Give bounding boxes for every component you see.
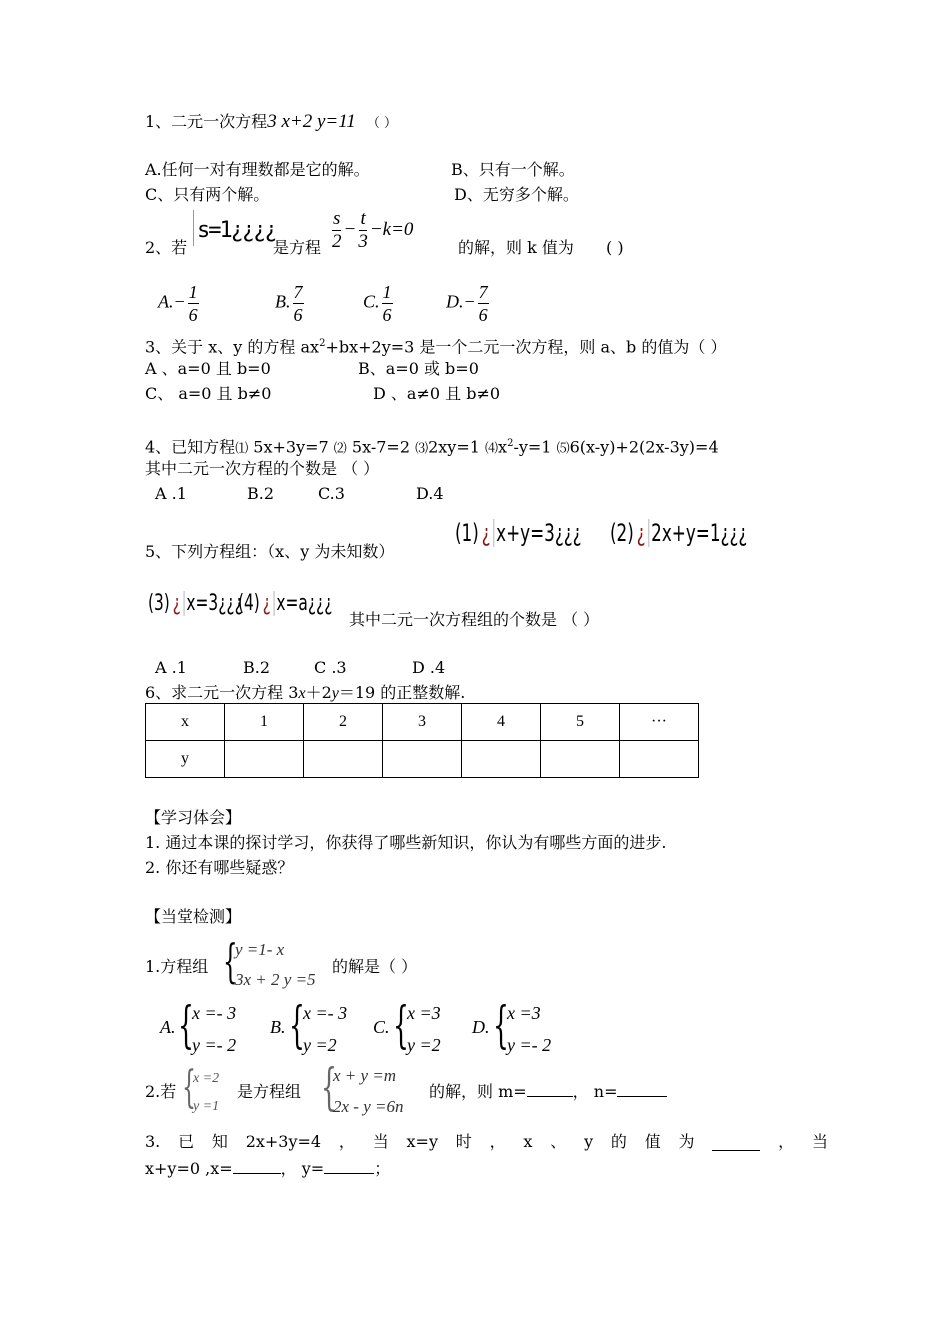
- study-item-2: 2. 你还有哪些疑惑？: [145, 858, 294, 877]
- q6-stem-b: ＋2: [305, 683, 332, 702]
- q2-option-b-num: 7: [293, 282, 303, 302]
- q3-option-c: C、 a=0 且 b≠0: [145, 384, 272, 403]
- q2-option-d-num: 7: [478, 282, 488, 302]
- q4-num-2: ⑵: [333, 441, 347, 457]
- q5-system-3: [148, 588, 243, 620]
- q4-line1: [145, 434, 719, 459]
- q2-option-c-label: C.: [363, 291, 380, 312]
- q4-eq-4-sup: 2: [507, 438, 514, 449]
- q4-option-a: A .1: [155, 484, 187, 503]
- q5-option-b: B.2: [243, 658, 271, 677]
- q4-option-d: D.4: [416, 484, 444, 503]
- check-q1-brace: {: [223, 934, 238, 988]
- q5-system-1-mark: ¿: [481, 519, 491, 547]
- check-option-a-row2: y =- 2: [192, 1035, 237, 1055]
- check-q2-blank-m[interactable]: [527, 1096, 573, 1097]
- q5-system-1: [455, 516, 582, 550]
- q5-system-1-label: (1): [455, 519, 479, 547]
- check-q2-sys1-row1: x =2: [193, 1071, 220, 1086]
- q5-system-4-eq: x=a¿¿¿: [274, 591, 333, 616]
- q4-eq-5: 6(x-y)+2(2x-3y)=4: [569, 437, 719, 457]
- q6-stem: [145, 683, 465, 704]
- check-q3-word: 时: [455, 1132, 472, 1151]
- q4-eq-4a: x: [498, 437, 508, 457]
- q1-stem-line: [145, 112, 397, 134]
- q1-option-a: A.任何一对有理数都是它的解。: [145, 160, 370, 179]
- check-q1-sys-row1: y =1- x: [235, 940, 285, 959]
- check-q3-line2-b: ， y=: [280, 1159, 325, 1178]
- q5-system-2-mark: ¿: [636, 519, 646, 547]
- q2-prefix: 2、若: [145, 238, 188, 257]
- q5-system-4: [238, 588, 332, 620]
- q5-option-a: A .1: [155, 658, 187, 677]
- q2-option-b-den: 6: [293, 305, 303, 325]
- table-cell: x: [146, 704, 225, 741]
- check-q3-line2-c: ；: [374, 1159, 391, 1178]
- check-q3-word: 知: [211, 1132, 228, 1151]
- check-heading: 【当堂检测】: [145, 907, 242, 926]
- q2-eq-t: t: [360, 208, 366, 229]
- q3-stem: [145, 334, 726, 357]
- table-cell: [383, 741, 462, 778]
- check-q3-word: x: [523, 1132, 533, 1151]
- table-row: [146, 741, 699, 778]
- check-q2-suffix-b: ， n=: [572, 1082, 618, 1101]
- q2-option-a: [158, 281, 201, 326]
- q3-stem-a: 3、关于 x、y 的方程 ax: [145, 337, 320, 357]
- check-q3-word: ，: [338, 1132, 355, 1151]
- check-q3-blank-y[interactable]: [324, 1173, 374, 1174]
- q4-num-5: ⑸: [556, 441, 570, 457]
- table-row: [146, 704, 699, 741]
- q5-system-4-label: (4): [238, 591, 260, 616]
- check-q2-suffix-a: 的解，则 m=: [429, 1082, 527, 1101]
- q5-system-3-eq: x=3¿¿¿: [184, 591, 243, 616]
- q4-eq-4b: -y=1: [513, 437, 557, 457]
- q4-num-3: ⑶: [415, 441, 429, 457]
- check-q1-sys-row2: 3x + 2 y =5: [235, 970, 316, 989]
- q5-system-4-mark: ¿: [262, 591, 271, 616]
- q4-eq-3: 2xy=1: [428, 437, 486, 457]
- check-q3-word: 当: [372, 1132, 389, 1151]
- check-q3-word: ，: [778, 1132, 795, 1151]
- check-q3-word: ，: [489, 1132, 506, 1151]
- table-cell: 1: [225, 704, 304, 741]
- q2-eq-s: s: [333, 208, 341, 229]
- q5-stem: 5、下列方程组：（x、y 为未知数）: [145, 542, 395, 561]
- check-option-b-brace: {: [289, 996, 305, 1054]
- q5-system-3-label: (3): [148, 591, 170, 616]
- check-option-b-row1: x =- 3: [303, 1003, 348, 1023]
- q5-system-2: [610, 516, 747, 550]
- q2-paren: ( ): [606, 238, 624, 257]
- check-q3-line2: [145, 1159, 390, 1179]
- q3-stem-b: +bx+2y=3 是一个二元一次方程，则 a、b 的值为（ ）: [325, 337, 727, 357]
- q2-option-c-num: 1: [382, 282, 392, 302]
- check-option-a-brace: {: [178, 996, 194, 1054]
- q6-stem-c: ＝19 的正整数解.: [338, 683, 466, 702]
- check-q3-word: 为: [678, 1132, 695, 1151]
- q1-option-c: C、只有两个解。: [145, 185, 270, 204]
- q2-garbled-system: [197, 216, 276, 246]
- check-option-a-row1: x =- 3: [192, 1003, 237, 1023]
- check-q3-word: 值: [644, 1132, 661, 1151]
- check-option-a-label: A.: [160, 1017, 176, 1037]
- check-q3-word: 当: [811, 1132, 828, 1151]
- q2-option-b-label: B.: [275, 291, 291, 312]
- q2-mid: 是方程: [273, 238, 322, 257]
- q2-option-b: [275, 281, 306, 326]
- q2-eq-minus: −: [343, 218, 357, 240]
- q5-system-1-eq: x+y=3¿¿¿: [493, 519, 581, 547]
- q3-option-d: D 、a≠0 且 b≠0: [373, 384, 501, 403]
- q2-option-c-den: 6: [382, 305, 392, 325]
- table-cell: 3: [383, 704, 462, 741]
- check-option-c-row2: y =2: [407, 1035, 441, 1055]
- q1-paren: （ ）: [366, 116, 398, 131]
- check-q3-word: 2x+3y=4: [245, 1132, 322, 1151]
- q3-sup: 2: [319, 338, 326, 349]
- q4-option-c: C.3: [318, 484, 345, 503]
- q4-stem: 4、已知方程: [145, 437, 236, 457]
- q6-var-x: x: [298, 685, 306, 702]
- check-q3-line2-a: x+y=0 ,x=: [145, 1159, 233, 1178]
- table-cell: [462, 741, 541, 778]
- check-q3-word: 、: [550, 1132, 567, 1151]
- check-option-d-row1: x =3: [507, 1003, 541, 1023]
- q5-system-3-mark: ¿: [172, 591, 181, 616]
- q3-option-a: A 、a=0 且 b=0: [145, 359, 271, 378]
- check-q2-sys2-row2: 2x - y =6n: [333, 1097, 404, 1116]
- table-cell: [620, 741, 699, 778]
- q4-option-b: B.2: [247, 484, 275, 503]
- table-cell: ···: [620, 704, 699, 741]
- check-q3-blank-x[interactable]: [233, 1173, 281, 1174]
- q1-option-b: B、只有一个解。: [451, 160, 575, 179]
- check-option-c-brace: {: [393, 996, 409, 1054]
- q4-num-1: ⑴: [235, 441, 249, 457]
- q1-option-d: D、无穷多个解。: [454, 185, 579, 204]
- study-item-1: 1. 通过本课的探讨学习，你获得了哪些新知识，你认为有哪些方面的进步.: [145, 833, 667, 852]
- check-option-c-label: C.: [373, 1017, 390, 1037]
- q2-option-d: [446, 281, 491, 326]
- check-option-b-row2: y =2: [303, 1035, 337, 1055]
- q2-option-c: [363, 281, 395, 326]
- q2-equation: [330, 208, 413, 253]
- q4-eq-1: 5x+3y=7: [248, 437, 334, 457]
- check-q3-word: 的: [610, 1132, 627, 1151]
- q5-option-d: D .4: [412, 658, 446, 677]
- check-option-c-row1: x =3: [407, 1003, 441, 1023]
- q2-option-d-label: D.−: [446, 291, 476, 312]
- table-cell: 5: [541, 704, 620, 741]
- check-q3-word: 3.: [145, 1132, 161, 1151]
- q6-solution-table: [145, 703, 699, 778]
- check-option-d-row2: y =- 2: [507, 1035, 552, 1055]
- table-cell: 2: [304, 704, 383, 741]
- check-q3-word: x=y: [406, 1132, 438, 1151]
- q2-option-a-den: 6: [188, 305, 198, 325]
- table-cell: [304, 741, 383, 778]
- q2-eq-2: 2: [332, 231, 342, 252]
- check-q2-prefix: 2.若: [145, 1082, 177, 1101]
- q5-tail: 其中二元一次方程组的个数是 （ ）: [349, 610, 600, 629]
- q2-brace-bar: [193, 210, 194, 246]
- check-q2-brace-1: {: [182, 1062, 196, 1113]
- q1-stem: 1、二元一次方程: [145, 112, 268, 131]
- q5-system-2-eq: 2x+y=1¿¿¿: [648, 519, 747, 547]
- check-q2-blank-n[interactable]: [617, 1096, 667, 1097]
- table-cell: 4: [462, 704, 541, 741]
- study-heading: 【学习体会】: [145, 808, 242, 827]
- q3-option-b: B、a=0 或 b=0: [358, 359, 479, 378]
- check-q2-mid: 是方程组: [237, 1082, 302, 1101]
- q4-line2: 其中二元一次方程的个数是 （ ）: [145, 459, 380, 478]
- q5-system-2-label: (2): [610, 519, 634, 547]
- check-option-d-label: D.: [472, 1017, 490, 1037]
- check-q2-brace-2: {: [321, 1058, 337, 1116]
- check-option-b-label: B.: [270, 1017, 286, 1037]
- check-q3-word: 已: [178, 1132, 195, 1151]
- check-q3-word: y: [584, 1132, 594, 1151]
- q6-stem-a: 6、求二元一次方程 3: [145, 683, 299, 702]
- q6-var-y: y: [331, 685, 339, 702]
- table-cell: [541, 741, 620, 778]
- check-q1-prefix: 1.方程组: [145, 957, 209, 976]
- q4-eq-2: 5x-7=2: [346, 437, 416, 457]
- check-q2-sys2-row1: x + y =m: [333, 1066, 397, 1085]
- check-q1-suffix: 的解是（ ）: [332, 957, 418, 976]
- q4-num-4: ⑷: [485, 441, 499, 457]
- q2-garbled-text: s=1¿¿¿¿: [197, 218, 276, 243]
- table-cell: y: [146, 741, 225, 778]
- check-q2-suffix: [429, 1082, 667, 1102]
- q2-eq-rest: −k=0: [369, 218, 414, 240]
- check-q3-line1: [145, 1132, 828, 1152]
- q2-option-a-num: 1: [188, 282, 198, 302]
- check-q3-blank-value[interactable]: [712, 1132, 760, 1151]
- q2-option-a-label: A.−: [158, 291, 186, 312]
- check-q2-sys1-row2: y =1: [193, 1099, 220, 1114]
- q2-eq-3: 3: [358, 231, 368, 252]
- q2-option-d-den: 6: [478, 305, 488, 325]
- q2-suffix: 的解，则 k 值为: [458, 238, 574, 257]
- q1-equation: 3 x+2 y=11: [267, 111, 356, 132]
- check-option-d-brace: {: [493, 996, 509, 1054]
- q5-option-c: C .3: [314, 658, 347, 677]
- table-cell: [225, 741, 304, 778]
